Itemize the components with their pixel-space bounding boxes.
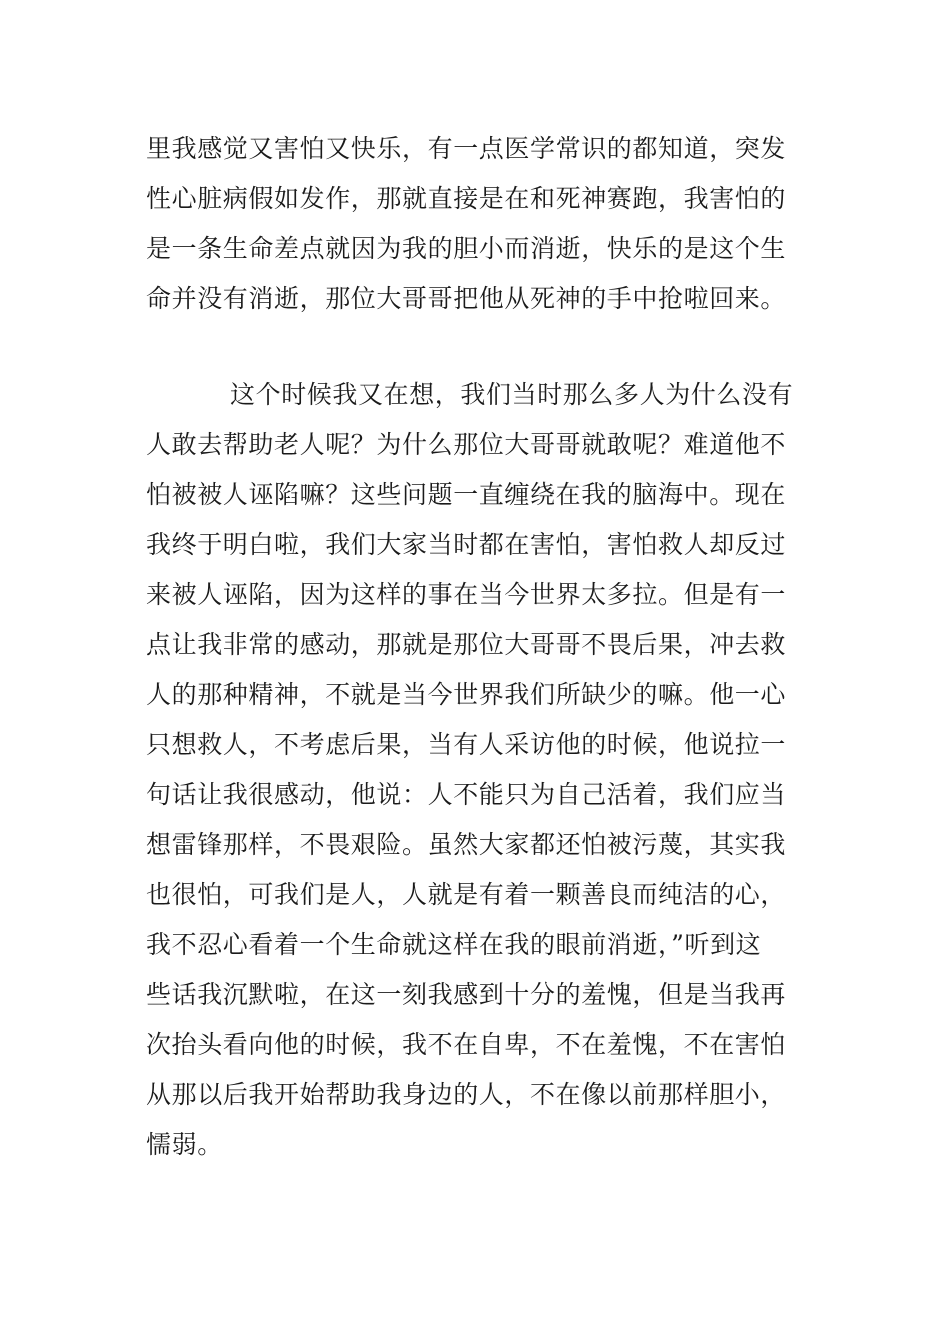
- text-line: 来被人诬陷，因为这样的事在当今世界太多拉。但是有一: [146, 580, 787, 609]
- text-line: 我终于明白啦，我们大家当时都在害怕，害怕救人却反过: [146, 530, 787, 559]
- text-line: 人的那种精神，不就是当今世界我们所缺少的嘛。他一心: [146, 680, 787, 709]
- text-line: 怕被被人诬陷嘛？这些问题一直缠绕在我的脑海中。现在: [146, 480, 787, 509]
- text-line: 次抬头看向他的时候，我不在自卑，不在羞愧，不在害怕: [146, 1030, 787, 1059]
- text-line: 里我感觉又害怕又快乐，有一点医学常识的都知道，突发: [146, 134, 787, 163]
- text-line: 命并没有消逝，那位大哥哥把他从死神的手中抢啦回来。: [146, 284, 787, 313]
- text-line: 懦弱。: [146, 1130, 223, 1159]
- text-line: 只想救人，不考虑后果，当有人采访他的时候，他说拉一: [146, 730, 787, 759]
- text-line: 是一条生命差点就因为我的胆小而消逝，快乐的是这个生: [146, 234, 787, 263]
- paragraph-continuation: [146, 124, 816, 324]
- text-line: 我不忍心看着一个生命就这样在我的眼前消逝，”听到这: [146, 930, 762, 959]
- text-line: 性心脏病假如发作，那就直接是在和死神赛跑，我害怕的: [146, 184, 787, 213]
- text-line: 点让我非常的感动，那就是那位大哥哥不畏后果，冲去救: [146, 630, 787, 659]
- text-line: 从那以后我开始帮助我身边的人，不在像以前那样胆小，: [146, 1080, 787, 1109]
- paragraph-main: [146, 370, 816, 1170]
- text-line: 人敢去帮助老人呢？为什么那位大哥哥就敢呢？难道他不: [146, 430, 787, 459]
- text-line: 些话我沉默啦，在这一刻我感到十分的羞愧，但是当我再: [146, 980, 787, 1009]
- text-line-indented: 这个时候我又在想，我们当时那么多人为什么没有: [230, 380, 794, 409]
- text-line: 句话让我很感动，他说：人不能只为自己活着，我们应当: [146, 780, 787, 809]
- text-line: 想雷锋那样，不畏艰险。虽然大家都还怕被污蔑，其实我: [146, 830, 787, 859]
- text-line: 也很怕，可我们是人，人就是有着一颗善良而纯洁的心，: [146, 880, 787, 909]
